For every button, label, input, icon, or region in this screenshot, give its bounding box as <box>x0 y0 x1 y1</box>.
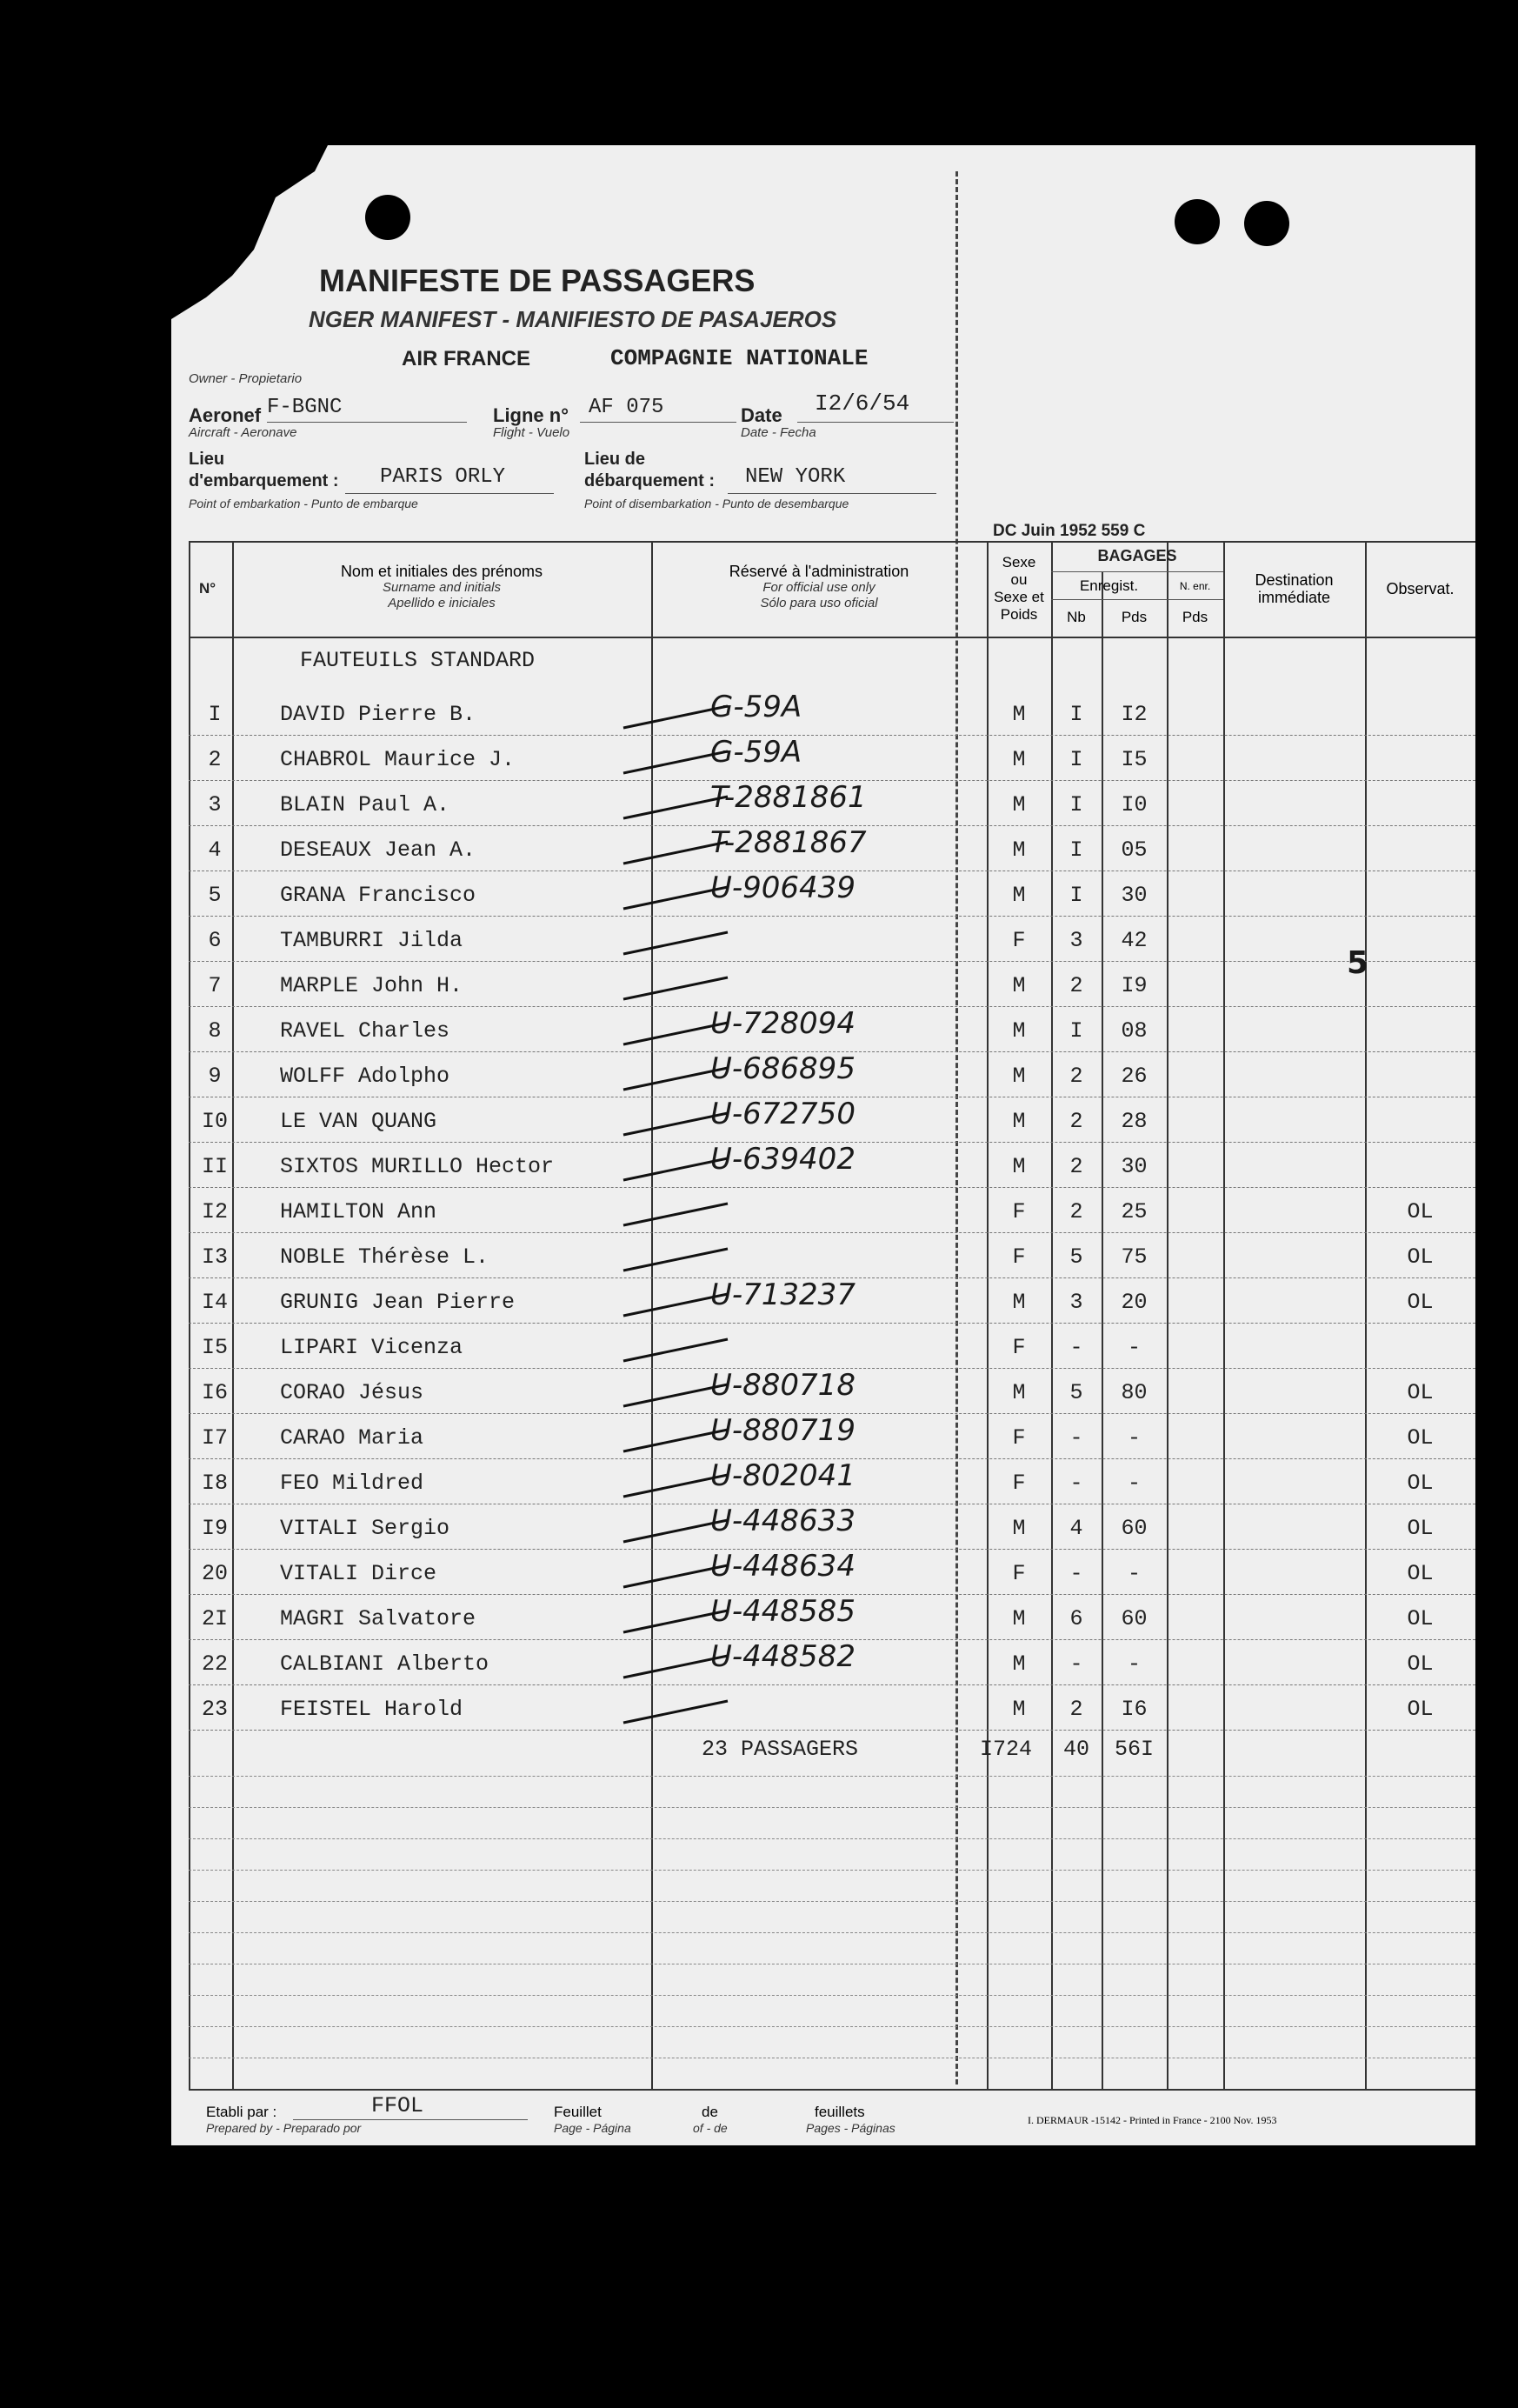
col-sexe-1: Sexe <box>1002 554 1036 570</box>
de-label: de <box>702 2104 718 2120</box>
baggage-count: 3 <box>1069 928 1083 953</box>
observation: OL <box>1407 1471 1434 1496</box>
de-sub: of - de <box>693 2121 728 2135</box>
feuillet-sub: Page - Página <box>554 2121 631 2135</box>
passenger-name: LE VAN QUANG <box>280 1109 437 1134</box>
passenger-sex: M <box>1012 883 1026 908</box>
embark-label-2: d'embarquement : <box>189 471 339 490</box>
row-number: 6 <box>208 928 222 953</box>
baggage-weight: I2 <box>1121 702 1148 727</box>
company-name: AIR FRANCE <box>402 347 530 370</box>
row-number: I9 <box>201 1516 228 1541</box>
embark-value: PARIS ORLY <box>380 465 506 489</box>
pen-stroke <box>623 1023 728 1044</box>
baggage-count: - <box>1069 1425 1083 1451</box>
pen-stroke <box>623 1158 728 1180</box>
baggage-weight: 20 <box>1121 1290 1148 1315</box>
baggage-count: - <box>1069 1335 1083 1360</box>
passenger-name: GRANA Francisco <box>280 883 476 908</box>
pen-stroke <box>623 1113 728 1135</box>
baggage-weight: 60 <box>1121 1606 1148 1631</box>
page-subtitle: NGER MANIFEST - MANIFIESTO DE PASAJEROS <box>309 306 837 332</box>
feuillet-label: Feuillet <box>554 2104 602 2120</box>
baggage-count: I <box>1069 1018 1083 1044</box>
pen-stroke <box>623 887 728 909</box>
embark-sub: Point of embarkation - Punto de embarque <box>189 497 418 510</box>
pen-stroke <box>623 1294 728 1316</box>
observation: OL <box>1407 1244 1434 1270</box>
baggage-count: 6 <box>1069 1606 1083 1631</box>
passenger-sex: M <box>1012 1109 1026 1134</box>
col-bagages: BAGAGES <box>1097 547 1177 564</box>
baggage-count: I <box>1069 747 1083 772</box>
pen-stroke <box>623 1204 728 1225</box>
baggage-count: 5 <box>1069 1244 1083 1270</box>
col-dest-2: immédiate <box>1257 589 1331 606</box>
col-no: N° <box>199 580 216 597</box>
passenger-name: BLAIN Paul A. <box>280 792 450 817</box>
pen-stroke <box>623 1249 728 1271</box>
baggage-weight: - <box>1127 1561 1141 1586</box>
baggage-weight: - <box>1127 1471 1141 1496</box>
embark-label-1: Lieu <box>189 450 225 469</box>
passenger-name: GRUNIG Jean Pierre <box>280 1290 516 1315</box>
baggage-count: 4 <box>1069 1516 1083 1541</box>
baggage-weight: 26 <box>1121 1064 1148 1089</box>
totals-weight: I724 <box>980 1737 1033 1762</box>
section-label: FAUTEUILS STANDARD <box>300 648 536 673</box>
passenger-sex: M <box>1012 747 1026 772</box>
row-number: I2 <box>201 1199 228 1224</box>
disembark-label-1: Lieu de <box>584 450 646 469</box>
baggage-count: 2 <box>1069 1697 1083 1722</box>
printer-imprint: I. DERMAUR -15142 - Printed in France - 2100 Nov. 1953 <box>1028 2114 1277 2126</box>
passenger-name: WOLFF Adolpho <box>280 1064 450 1089</box>
admin-number: U-728094 <box>710 1006 856 1041</box>
pen-stroke <box>623 1520 728 1542</box>
baggage-count: 3 <box>1069 1290 1083 1315</box>
ligne-value: AF 075 <box>589 396 664 419</box>
pen-stroke <box>623 706 728 728</box>
baggage-count: 2 <box>1069 1154 1083 1179</box>
passenger-name: MARPLE John H. <box>280 973 463 998</box>
col-observ: Observat. <box>1386 580 1455 597</box>
passenger-sex: M <box>1012 1154 1026 1179</box>
admin-number: U-448633 <box>710 1504 856 1538</box>
prepared-by-sub: Prepared by - Preparado por <box>206 2121 362 2135</box>
col-nonenr: N. enr. <box>1179 580 1211 592</box>
baggage-weight: 25 <box>1121 1199 1148 1224</box>
passenger-sex: M <box>1012 1290 1026 1315</box>
row-number: II <box>201 1154 228 1179</box>
pen-stroke <box>623 1701 728 1723</box>
baggage-count: - <box>1069 1561 1083 1586</box>
baggage-weight: 08 <box>1121 1018 1148 1044</box>
observation: OL <box>1407 1606 1434 1631</box>
col-nb: Nb <box>1067 609 1086 625</box>
baggage-count: 2 <box>1069 1109 1083 1134</box>
passenger-sex: M <box>1012 792 1026 817</box>
passenger-sex: F <box>1012 1471 1026 1496</box>
col-name-2: Surname and initials <box>383 580 501 595</box>
row-number: 20 <box>201 1561 228 1586</box>
totals-label: 23 PASSAGERS <box>702 1737 859 1762</box>
totals-pds: 56I <box>1114 1737 1154 1762</box>
prepared-by-value: FFOL <box>371 2093 424 2118</box>
row-number: I <box>208 702 222 727</box>
baggage-weight: 80 <box>1121 1380 1148 1405</box>
col-dest-1: Destination <box>1255 571 1334 589</box>
admin-number: U-880718 <box>710 1368 856 1403</box>
date-label: Date <box>741 404 782 426</box>
baggage-count: 2 <box>1069 1199 1083 1224</box>
row-number: I8 <box>201 1471 228 1496</box>
disembark-sub: Point of disembarkation - Punto de desembarque <box>584 497 849 510</box>
company-typed: COMPAGNIE NATIONALE <box>610 345 869 371</box>
pen-stroke <box>623 1430 728 1451</box>
baggage-weight: - <box>1127 1335 1141 1360</box>
baggage-count: I <box>1069 883 1083 908</box>
passenger-name: VITALI Sergio <box>280 1516 450 1541</box>
passenger-name: HAMILTON Ann <box>280 1199 437 1224</box>
passenger-sex: F <box>1012 1335 1026 1360</box>
col-admin-1: Réservé à l'administration <box>729 563 909 580</box>
baggage-count: I <box>1069 837 1083 863</box>
col-name-3: Apellido e iniciales <box>388 596 496 610</box>
baggage-weight: 30 <box>1121 1154 1148 1179</box>
row-number: 7 <box>208 973 222 998</box>
row-number: I4 <box>201 1290 228 1315</box>
ligne-label: Ligne n° <box>493 404 569 426</box>
col-admin-2: For official use only <box>762 580 876 595</box>
pen-stroke <box>623 977 728 999</box>
passenger-name: CALBIANI Alberto <box>280 1651 489 1677</box>
passenger-sex: M <box>1012 1606 1026 1631</box>
col-sexe-4: Poids <box>1000 606 1038 623</box>
totals-nb: 40 <box>1062 1737 1089 1762</box>
row-number: 2 <box>208 747 222 772</box>
baggage-count: - <box>1069 1471 1083 1496</box>
admin-number: U-802041 <box>710 1458 856 1493</box>
observation: OL <box>1407 1380 1434 1405</box>
baggage-weight: 75 <box>1121 1244 1148 1270</box>
row-number: 23 <box>201 1697 228 1722</box>
observation: OL <box>1407 1425 1434 1451</box>
baggage-weight: - <box>1127 1651 1141 1677</box>
date-value: I2/6/54 <box>815 390 910 417</box>
manifest-sheet <box>171 145 1475 2145</box>
row-number: I5 <box>201 1335 228 1360</box>
aeronef-value: F-BGNC <box>267 396 343 419</box>
baggage-count: 5 <box>1069 1380 1083 1405</box>
observation: OL <box>1407 1561 1434 1586</box>
admin-number: T-2881867 <box>710 825 867 860</box>
row-number: 2I <box>201 1606 228 1631</box>
baggage-weight: 60 <box>1121 1516 1148 1541</box>
pen-stroke <box>623 1656 728 1678</box>
baggage-weight: 30 <box>1121 883 1148 908</box>
admin-number: U-639402 <box>710 1142 856 1177</box>
col-name-1: Nom et initiales des prénoms <box>340 563 543 580</box>
col-enregist: Enregist. <box>1079 577 1139 594</box>
page-title: MANIFESTE DE PASSAGERS <box>319 263 756 298</box>
baggage-weight: I9 <box>1121 973 1148 998</box>
passenger-sex: F <box>1012 1199 1026 1224</box>
pen-stroke <box>623 751 728 773</box>
pen-stroke <box>623 1339 728 1361</box>
pen-stroke <box>623 1068 728 1090</box>
row-number: I0 <box>201 1109 228 1134</box>
col-pds: Pds <box>1121 609 1148 625</box>
admin-number: U-906439 <box>710 870 856 905</box>
feuillets-sub: Pages - Páginas <box>806 2121 895 2135</box>
passenger-name: DESEAUX Jean A. <box>280 837 476 863</box>
observation: OL <box>1407 1290 1434 1315</box>
passenger-sex: F <box>1012 1561 1026 1586</box>
passenger-name: FEISTEL Harold <box>280 1697 463 1722</box>
passenger-sex: F <box>1012 1425 1026 1451</box>
aeronef-sub: Aircraft - Aeronave <box>189 425 297 440</box>
baggage-count: 2 <box>1069 1064 1083 1089</box>
passenger-sex: F <box>1012 1244 1026 1270</box>
row-number: I7 <box>201 1425 228 1451</box>
col-sexe-3: Sexe et <box>994 589 1044 605</box>
passenger-sex: M <box>1012 1380 1026 1405</box>
aeronef-label: Aeronef <box>189 404 262 426</box>
col-admin-3: Sólo para uso oficial <box>760 596 878 610</box>
form-code: DC Juin 1952 559 C <box>993 522 1146 540</box>
passenger-name: CARAO Maria <box>280 1425 424 1451</box>
pen-stroke <box>623 1384 728 1406</box>
owner-label: Owner - Propietario <box>189 371 303 386</box>
admin-number: U-448582 <box>710 1639 856 1674</box>
observation: OL <box>1407 1697 1434 1722</box>
passenger-sex: M <box>1012 973 1026 998</box>
observation: OL <box>1407 1516 1434 1541</box>
prepared-by-label: Etabli par : <box>206 2104 277 2120</box>
ligne-sub: Flight - Vuelo <box>493 425 570 440</box>
baggage-count: I <box>1069 792 1083 817</box>
pen-stroke <box>623 932 728 954</box>
row-number: 3 <box>208 792 222 817</box>
date-sub: Date - Fecha <box>741 425 816 440</box>
passenger-sex: M <box>1012 702 1026 727</box>
row-number: 9 <box>208 1064 222 1089</box>
admin-number: T-2881861 <box>710 780 867 815</box>
pen-stroke <box>623 1475 728 1497</box>
passenger-sex: M <box>1012 1697 1026 1722</box>
passenger-sex: M <box>1012 837 1026 863</box>
passenger-name: NOBLE Thérèse L. <box>280 1244 489 1270</box>
col-pds2: Pds <box>1182 609 1208 625</box>
disembark-value: NEW YORK <box>745 465 846 489</box>
admin-number: U-880719 <box>710 1413 856 1448</box>
admin-number: U-672750 <box>710 1097 856 1131</box>
disembark-label-2: débarquement : <box>584 471 716 490</box>
col-sexe-2: ou <box>1010 571 1028 588</box>
row-number: 5 <box>208 883 222 908</box>
passenger-name: FEO Mildred <box>280 1471 424 1496</box>
pen-stroke <box>623 797 728 818</box>
baggage-weight: I0 <box>1121 792 1148 817</box>
passenger-name: SIXTOS MURILLO Hector <box>280 1154 555 1179</box>
admin-number: U-448585 <box>710 1594 856 1629</box>
row-number: 4 <box>208 837 222 863</box>
pen-stroke <box>623 842 728 864</box>
row-number: I6 <box>201 1380 228 1405</box>
pen-stroke <box>623 1611 728 1632</box>
baggage-weight: - <box>1127 1425 1141 1451</box>
pen-strokes <box>171 145 1475 2145</box>
passenger-name: CHABROL Maurice J. <box>280 747 516 772</box>
passenger-name: DAVID Pierre B. <box>280 702 476 727</box>
admin-number: G-59A <box>710 735 802 770</box>
admin-number: U-448634 <box>710 1549 856 1584</box>
passenger-name: MAGRI Salvatore <box>280 1606 476 1631</box>
passenger-name: VITALI Dirce <box>280 1561 437 1586</box>
passenger-sex: M <box>1012 1064 1026 1089</box>
baggage-count: I <box>1069 702 1083 727</box>
passenger-name: RAVEL Charles <box>280 1018 450 1044</box>
baggage-count: 2 <box>1069 973 1083 998</box>
row-number: 8 <box>208 1018 222 1044</box>
feuillets-label: feuillets <box>815 2104 865 2120</box>
row-number: 22 <box>201 1651 228 1677</box>
passenger-name: CORAO Jésus <box>280 1380 424 1405</box>
passenger-sex: M <box>1012 1018 1026 1044</box>
row-number: I3 <box>201 1244 228 1270</box>
observation: OL <box>1407 1651 1434 1677</box>
passenger-name: LIPARI Vicenza <box>280 1335 463 1360</box>
pen-stroke <box>623 1565 728 1587</box>
baggage-weight: I6 <box>1121 1697 1148 1722</box>
admin-number: G-59A <box>710 690 802 724</box>
passenger-sex: F <box>1012 928 1026 953</box>
observation: OL <box>1407 1199 1434 1224</box>
passenger-name: TAMBURRI Jilda <box>280 928 463 953</box>
admin-number: U-686895 <box>710 1051 856 1086</box>
passenger-sex: M <box>1012 1516 1026 1541</box>
baggage-count: - <box>1069 1651 1083 1677</box>
destination-mark: 5 <box>1347 945 1369 981</box>
baggage-weight: 05 <box>1121 837 1148 863</box>
baggage-weight: 28 <box>1121 1109 1148 1134</box>
baggage-weight: I5 <box>1121 747 1148 772</box>
baggage-weight: 42 <box>1121 928 1148 953</box>
passenger-sex: M <box>1012 1651 1026 1677</box>
admin-number: U-713237 <box>710 1277 856 1312</box>
